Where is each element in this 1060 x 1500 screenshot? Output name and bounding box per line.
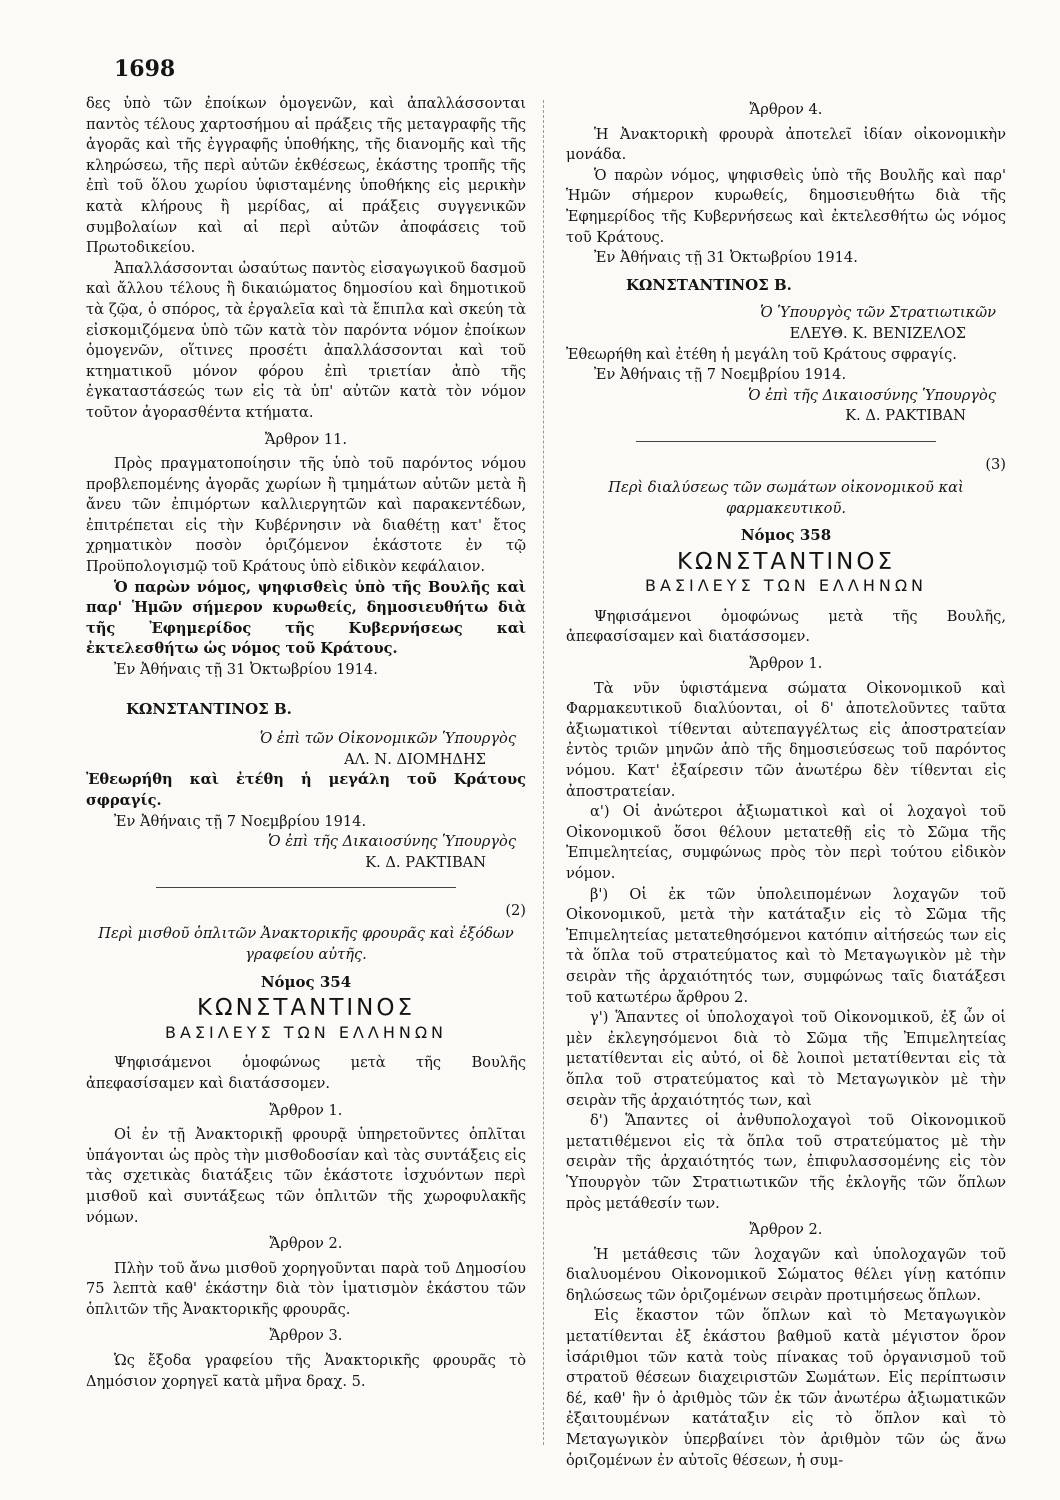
list-item: δ') Ἅπαντες οἱ ἀνθυπολοχαγοὶ τοῦ Οἰκονομικοῦ μετατιθέμενοι εἰς τὰ ὅπλα τοῦ στρατεύματος μὲ τὴν σειρὰν τῆς ἀρχαιότητός των, ἐπιφυλασσομένης εἰς τὸν Ὑπουργὸν τῶν Στρατιωτικῶν τῆς ἐκλογῆς τῶν ὅπλων πρὸς μετάθεσίν των. [566,1112,1006,1212]
paragraph: Τὰ νῦν ὑφιστάμενα σώματα Οἰκονομικοῦ καὶ Φαρμακευτικοῦ διαλύονται, οἱ δ' ἀποτελοῦντες ταῦτα ἀξιωματικοὶ τίθενται αὐτεπαγγέλτως εἰς ἀποστρατείαν ἐντὸς τριῶν μηνῶν ἀπὸ τῆς δημοσιεύσεως τοῦ παρόντος νόμου. Κατ' ἐξαίρεσιν τῶν ἀνωτέρω δὲν τίθενται εἰς ἀποστρατείαν. [566,679,1006,800]
section-number: (2) [505,902,526,920]
date-line: Ἐν Ἀθήναις τῇ 31 Ὀκτωβρίου 1914. [114,661,378,679]
minister-name: Κ. Δ. ΡΑΚΤΙΒΑΝ [845,407,966,425]
seal-note: Ἐθεωρήθη καὶ ἐτέθη ἡ μεγάλη τοῦ Κράτους σφραγίς. [86,771,526,809]
list-item: γ') Ἅπαντες οἱ ὑπολοχαγοὶ τοῦ Οἰκονομικοῦ, ἐξ ὧν οἱ μὲν ἐκλεγησόμενοι διὰ τὸ Σῶμα τῆς Ἐπιμελητείας μετατίθενται εἰς αὐτό, οἱ δὲ λοιποὶ μετατίθενται εἰς τὰ ὅπλα τοῦ στρατεύματος καὶ τὸ Μεταγωγικὸν μὲ τὴν σειρὰν τῆς ἀρχαιότητός των, καὶ [566,1009,1006,1109]
list-item: β') Οἱ ἐκ τῶν ὑπολειπομένων λοχαγῶν τοῦ Οἰκονομικοῦ, μετὰ τὴν κατάταξιν εἰς τὸ Σῶμα τῆς Ἐπιμελητείας μετατεθησόμενοι κατόπιν αἰτήσεώς των εἰς τὰ ὅπλα τοῦ στρατεύματος καὶ τὸ Μεταγωγικὸν μὲ τὴν σειρὰν τῆς ἀρχαιότητός των, συμφώνως ταῖς διατάξεσι τοῦ κατωτέρω ἄρθρου 2. [566,885,1006,1006]
minister-title: Ὁ ἐπὶ τῆς Δικαιοσύνης Ὑπουργὸς [268,833,516,851]
page-number: 1698 [114,56,176,82]
ratification-clause: Ὁ παρὼν νόμος, ψηφισθεὶς ὑπὸ τῆς Βουλῆς καὶ παρ' Ἡμῶν σήμερον κυρωθείς, δημοσιευθήτω διὰ τῆς Ἐφημερίδος τῆς Κυβερνήσεως καὶ ἐκτελεσθήτω ὡς νόμος τοῦ Κράτους. [86,578,526,658]
king-name: ΚΩΝΣΤΑΝΤΙΝΟΣ [676,548,896,575]
minister-title: Ὁ ἐπὶ τῆς Δικαιοσύνης Ὑπουργὸς [748,386,996,404]
section-separator [156,887,456,888]
paragraph: Ἡ Ἀνακτορικὴ φρουρὰ ἀποτελεῖ ἰδίαν οἰκονομικὴν μονάδα. [566,125,1006,164]
article-heading: Ἄρθρον 1. [749,655,823,673]
preamble: Ψηφισάμενοι ὁμοφώνως μετὰ τῆς Βουλῆς ἀπεφασίσαμεν καὶ διατάσσομεν. [86,1054,526,1092]
section-number: (3) [985,455,1006,473]
article-heading: Ἄρθρον 11. [264,430,348,448]
section-separator [636,441,936,442]
article-heading: Ἄρθρον 4. [749,101,823,118]
paragraph: δες ὑπὸ τῶν ἐποίκων ὁμογενῶν, καὶ ἀπαλλάσσονται παντὸς τέλους χαρτοσήμου αἱ πράξεις τῆς μεταγραφῆς τῆς ἀγορᾶς καὶ τῆς ἐγγραφῆς ὑποθήκης, τῆς διανομῆς καὶ τῆς κληρώσεω, τῆς περὶ αὐτῶν ἐκθέσεως, ἑκάστης τροπῆς τῆς ἐπὶ τοῦ ὅλου χωρίου ὑφισταμένης ὑποθήκης εἰς μερικὴν κατὰ κλήρους ἢ μερίδας, αἱ πράξεις συγγενικῶν συμβολαίων καὶ αἱ περὶ αὐτῶν ἀποφάσεις τοῦ Πρωτοδικείου. [86,95,526,257]
king-signature: ΚΩΝΣΤΑΝΤΙΝΟΣ Β. [626,275,792,294]
column-divider [543,100,544,1445]
article-heading: Ἄρθρον 1. [269,1101,343,1119]
law-number: Νόμος 358 [740,526,832,545]
minister-title: Ὁ ἐπὶ τῶν Οἰκονομικῶν Ὑπουργὸς [259,730,516,748]
section-title: Περὶ μισθοῦ ὁπλιτῶν Ἀνακτορικῆς φρουρᾶς καὶ ἐξόδων γραφείου αὐτῆς. [98,925,514,963]
list-item: α') Οἱ ἀνώτεροι ἀξιωματικοὶ καὶ οἱ λοχαγοὶ τοῦ Οἰκονομικοῦ ὅσοι θέλουν μετατεθῇ εἰς τὸ Σῶμα τῆς Ἐπιμελητείας, συμφώνως πρὸς τὸν περὶ τούτου εἰδικὸν νόμον. [566,803,1006,882]
king-title: ΒΑΣΙΛΕΥΣ ΤΩΝ ΕΛΛΗΝΩΝ [164,1022,448,1042]
minister-name: ΑΛ. Ν. ΔΙΟΜΗΔΗΣ [344,750,486,768]
article-heading: Ἄρθρον 3. [269,1327,343,1345]
paragraph: Ἀπαλλάσσονται ὡσαύτως παντὸς εἰσαγωγικοῦ δασμοῦ καὶ ἄλλου τέλους ἢ δικαιώματος δημοσίου καὶ δημοτικοῦ τὰ ζῷα, ὁ σπόρος, τὰ ἐργαλεῖα καὶ τὰ ἔπιπλα καὶ σκεύη τὰ εἰσκομιζόμενα ὑπὸ τῶν κατὰ τὸν παρόντα νόμον ἐποίκων ὁμογενῶν, οἵτινες προσέτι ἀπαλλάσσονται καὶ τοῦ κτηματικοῦ μόνον φόρου ἐπὶ τριετίαν ἀπὸ τῆς ἐγκαταστάσεώς των εἰς τὰ ὑπ' αὐτῶν κατὰ τὸν νόμον τοῦτον ἀγορασθέντα κτήματα. [86,259,526,421]
paragraph: Ἡ μετάθεσις τῶν λοχαγῶν καὶ ὑπολοχαγῶν τοῦ διαλυομένου Οἰκονομικοῦ Σώματος θέλει γίνῃ κατόπιν δηλώσεως τῶν ὁριζομένων σειρὰν προτιμήσεως ὅπλων. [566,1245,1006,1304]
minister-name: Κ. Δ. ΡΑΚΤΙΒΑΝ [365,853,486,871]
king-title: ΒΑΣΙΛΕΥΣ ΤΩΝ ΕΛΛΗΝΩΝ [644,576,928,596]
king-signature: ΚΩΝΣΤΑΝΤΙΝΟΣ Β. [126,699,292,718]
date-line: Ἐν Ἀθήναις τῇ 7 Νοεμβρίου 1914. [594,366,847,384]
article-heading: Ἄρθρον 2. [269,1235,343,1253]
minister-title: Ὁ Ὑπουργὸς τῶν Στρατιωτικῶν [760,304,996,322]
seal-note: Ἐθεωρήθη καὶ ἐτέθη ἡ μεγάλη τοῦ Κράτους σφραγίς. [566,345,957,363]
paragraph: Οἱ ἐν τῇ Ἀνακτορικῇ φρουρᾷ ὑπηρετοῦντες ὁπλῖται ὑπάγονται ὡς πρὸς τὴν μισθοδοσίαν καὶ τὰς συντάξεις εἰς τὰς σχετικὰς διατάξεις τῶν ἑκάστοτε ἰσχυόντων περὶ μισθοῦ καὶ συντάξεως τῶν ὁπλιτῶν τῆς χωροφυλακῆς νόμων. [86,1126,526,1226]
paragraph: Ὡς ἔξοδα γραφείου τῆς Ἀνακτορικῆς φρουρᾶς τὸ Δημόσιον χορηγεῖ κατὰ μῆνα δραχ. 5. [86,1352,526,1390]
paragraph: Πλὴν τοῦ ἄνω μισθοῦ χορηγοῦνται παρὰ τοῦ Δημοσίου 75 λεπτὰ καθ' ἑκάστην διὰ τὸν ἱματισμὸν ἑκάστου τῶν ὁπλιτῶν τῆς Ἀνακτορικῆς φρουρᾶς. [86,1259,526,1318]
right-column [566,94,1006,1471]
paragraph: Πρὸς πραγματοποίησιν τῆς ὑπὸ τοῦ παρόντος νόμου προβλεπομένης ἀγορᾶς χωρίων ἢ τμημάτων αὐτῶν μετὰ ἢ ἄνευ τῶν ἐπιμόρτων καλλιεργητῶν καὶ παρακεντέδων, ἐπιτρέπεται εἰς τὴν Κυβέρνησιν νὰ διαθέτῃ κατ' ἔτος χρηματικὸν ποσὸν ὁριζόμενον ἑκάστοτε ἐν τῷ Προϋπολογισμῷ τοῦ Κράτους ὑπὸ εἰδικὸν κεφάλαιον. [86,455,526,576]
section-title: Περὶ διαλύσεως τῶν σωμάτων οἰκονομικοῦ καὶ φαρμακευτικοῦ. [608,478,964,517]
minister-name: ΕΛΕΥΘ. Κ. ΒΕΝΙΖΕΛΟΣ [789,324,966,342]
left-column [86,94,526,1392]
date-line: Ἐν Ἀθήναις τῇ 7 Νοεμβρίου 1914. [114,812,367,830]
article-heading: Ἄρθρον 2. [749,1221,823,1239]
law-number: Νόμος 354 [260,972,352,991]
ratification-clause: Ὁ παρὼν νόμος, ψηφισθεὶς ὑπὸ τῆς Βουλῆς καὶ παρ' Ἡμῶν σήμερον κυρωθείς, δημοσιευθήτω διὰ τῆς Ἐφημερίδος τῆς Κυβερνήσεως καὶ ἐκτελεσθήτω ὡς νόμος τοῦ Κράτους. [566,166,1006,246]
king-name: ΚΩΝΣΤΑΝΤΙΝΟΣ [196,995,416,1022]
paragraph: Εἰς ἕκαστον τῶν ὅπλων καὶ τὸ Μεταγωγικὸν μετατίθενται ἐξ ἑκάστου βαθμοῦ κατὰ μέγιστον ὅρον ἰσάριθμοι τῶν κατὰ τοὺς πίνακας τοῦ ὀργανισμοῦ τοῦ στρατοῦ θέσεων διαχειριστῶν Σωμάτων. Εἰς περίπτωσιν δέ, καθ' ἣν ὁ ἀριθμὸς τῶν ἐκ τῶν ἀνωτέρω ἀξιωματικῶν ἐξαιτουμένων κατάταξιν εἰς τὸ ὅπλον καὶ τὸ Μεταγωγικὸν ὑπερβαίνει τὸν ἀριθμὸν τῶν ὡς ἄνω ὁριζομένων ἐν αὐτοῖς θέσεων, ἡ συμ- [566,1307,1006,1469]
preamble: Ψηφισάμενοι ὁμοφώνως μετὰ τῆς Βουλῆς, ἀπεφασίσαμεν καὶ διατάσσομεν. [566,607,1006,646]
date-line: Ἐν Ἀθήναις τῇ 31 Ὀκτωβρίου 1914. [594,249,858,267]
